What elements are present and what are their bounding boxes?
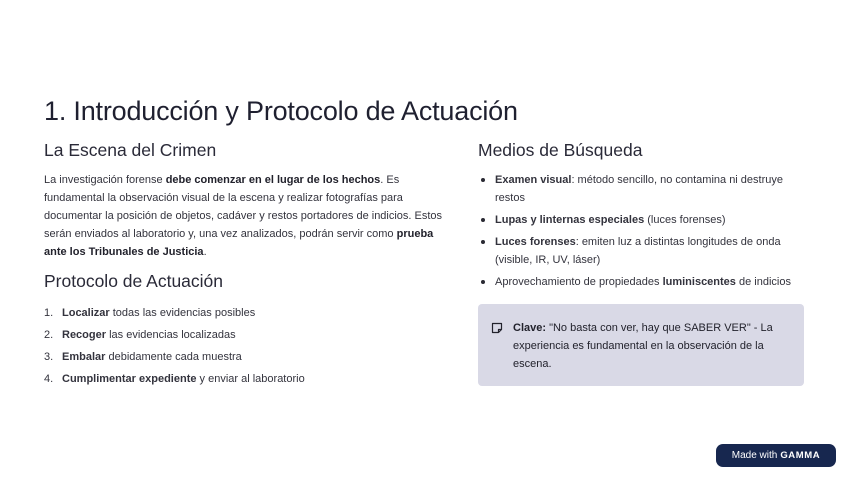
search-means-list [478, 171, 808, 291]
scene-paragraph-run: prueba ante los Tribunales de Justicia [44, 228, 434, 258]
left-column [44, 140, 454, 390]
bullet-icon [481, 240, 485, 244]
search-means-item [478, 273, 808, 291]
protocol-step [44, 324, 454, 346]
step-action: Recoger [62, 329, 107, 341]
search-means-item-run: (luces forenses) [644, 214, 726, 226]
callout-body: "No basta con ver, hay que SABER VER" - La experiencia es fundamental en la observación de la escena. [513, 322, 773, 370]
search-means-item-run: : método sencillo, no contamina ni destruye restos [495, 174, 783, 204]
protocol-steps-list [44, 302, 454, 390]
protocol-heading: Protocolo de Actuación [44, 271, 224, 291]
scene-paragraph-run: debe comenzar en el lugar de los hechos [165, 174, 381, 186]
badge-prefix: Made with [731, 450, 778, 461]
step-action: Embalar [62, 351, 106, 363]
bullet-icon [481, 218, 485, 222]
protocol-step [44, 302, 454, 324]
search-means-item-run: Examen visual [495, 174, 572, 186]
callout-text [513, 319, 788, 373]
search-means-item [478, 171, 808, 207]
step-action: Cumplimentar expediente [62, 373, 197, 385]
page-title: 1. Introducción y Protocolo de Actuación [44, 96, 518, 127]
key-callout [478, 304, 804, 386]
scene-paragraph-run: La investigación forense [44, 174, 166, 186]
step-number: 1. [44, 307, 54, 319]
search-means-item-run: Lupas y linternas especiales [495, 214, 645, 226]
step-detail: las evidencias localizadas [106, 329, 236, 341]
protocol-step [44, 368, 454, 390]
search-means-heading: Medios de Búsqueda [478, 140, 643, 160]
scene-paragraph-run: . Es fundamental la observación visual de la escena y realizar fotografías para documentar la posición de objetos, cadáver y restos portadores de indicios. Estos serán enviados al laboratorio y, una vez analizados, podrán servir como [44, 174, 443, 240]
search-means-item-run: : emiten luz a distintas longitudes de onda (visible, IR, UV, láser) [495, 236, 781, 266]
gamma-logo: GAMMA [780, 450, 821, 461]
search-means-item-run: luminiscentes [662, 276, 736, 288]
step-number: 2. [44, 329, 54, 341]
step-action: Localizar [62, 307, 110, 319]
scene-heading: La Escena del Crimen [44, 140, 217, 160]
step-number: 4. [44, 373, 54, 385]
scene-paragraph [44, 171, 454, 261]
protocol-step [44, 346, 454, 368]
right-column [478, 140, 808, 295]
callout-label: Clave: [513, 322, 547, 334]
search-means-item [478, 211, 808, 229]
scene-paragraph-run: . [203, 246, 207, 258]
step-detail: y enviar al laboratorio [196, 373, 305, 385]
bullet-icon [481, 280, 485, 284]
made-with-gamma-badge[interactable] [716, 444, 836, 467]
bullet-icon [481, 178, 485, 182]
search-means-item-run: de indicios [735, 276, 791, 288]
step-detail: debidamente cada muestra [105, 351, 242, 363]
step-detail: todas las evidencias posibles [109, 307, 256, 319]
search-means-item-run: Luces forenses [495, 236, 576, 248]
search-means-item-run: Aprovechamiento de propiedades [495, 276, 663, 288]
step-number: 3. [44, 351, 54, 363]
search-means-item [478, 233, 808, 269]
note-icon [491, 321, 503, 333]
